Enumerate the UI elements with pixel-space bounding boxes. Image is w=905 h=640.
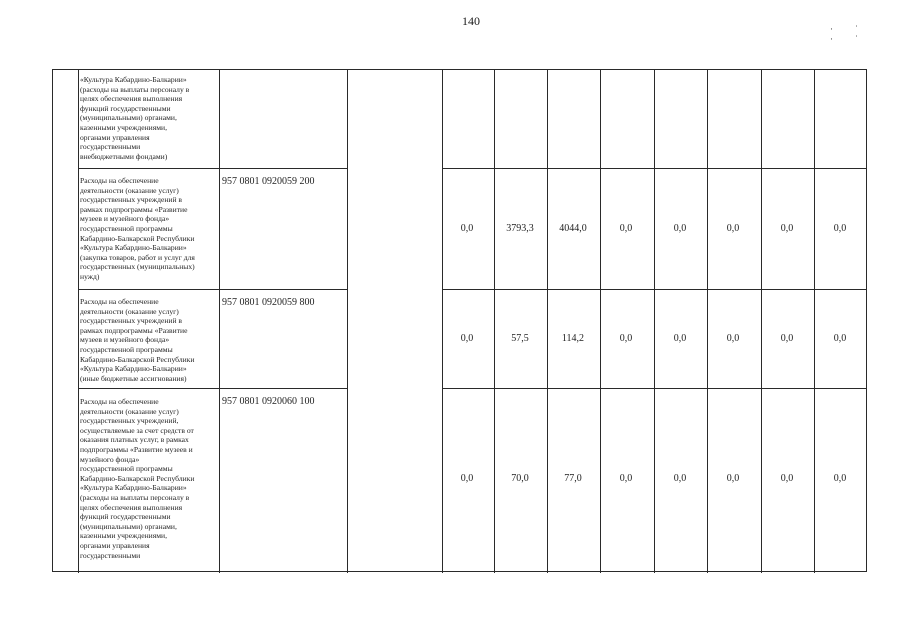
value-cell: 0,0 bbox=[726, 223, 740, 234]
col-line bbox=[600, 70, 601, 573]
row-description: Расходы на обеспечение деятельности (оказание услуг) государственных учреждений в рамках подпрограммы «Развитие музеев и музейного фонда» государственной программы Кабардино-Балкарской Республики «Культура Кабардино-Балкарии» (закупка товаров, работ и услуг для государственных (муниципальных) нужд) bbox=[80, 176, 195, 281]
col-line bbox=[814, 70, 815, 573]
value-cell: 0,0 bbox=[619, 473, 633, 484]
value-cell: 0,0 bbox=[780, 223, 794, 234]
row-line bbox=[442, 289, 867, 290]
page-number: 140 bbox=[462, 14, 480, 28]
value-cell: 0,0 bbox=[780, 333, 794, 344]
value-cell: 0,0 bbox=[460, 473, 474, 484]
col-line bbox=[78, 70, 79, 573]
value-cell: 0,0 bbox=[460, 223, 474, 234]
value-cell: 70,0 bbox=[511, 473, 529, 484]
value-cell: 0,0 bbox=[673, 333, 687, 344]
col-line bbox=[347, 70, 348, 573]
row-code: 957 0801 0920059 800 bbox=[222, 297, 315, 308]
col-line bbox=[547, 70, 548, 573]
col-line bbox=[761, 70, 762, 573]
row-code: 957 0801 0920060 100 bbox=[222, 396, 315, 407]
row-line bbox=[78, 388, 348, 389]
row-code: 957 0801 0920059 200 bbox=[222, 176, 315, 187]
value-cell: 0,0 bbox=[619, 223, 633, 234]
value-cell: 0,0 bbox=[460, 333, 474, 344]
scan-specks: ·˙ ·˙ bbox=[830, 24, 880, 44]
row-line bbox=[442, 388, 867, 389]
value-cell: 0,0 bbox=[673, 223, 687, 234]
col-line bbox=[494, 70, 495, 573]
value-cell: 0,0 bbox=[673, 473, 687, 484]
value-cell: 0,0 bbox=[833, 333, 847, 344]
value-cell: 0,0 bbox=[780, 473, 794, 484]
row-line bbox=[78, 289, 348, 290]
row-line bbox=[78, 168, 348, 169]
row-line bbox=[442, 168, 867, 169]
col-line bbox=[442, 70, 443, 573]
value-cell: 4044,0 bbox=[559, 223, 587, 234]
value-cell: 0,0 bbox=[619, 333, 633, 344]
col-line bbox=[219, 70, 220, 573]
row-description: «Культура Кабардино-Балкарии» (расходы на выплаты персоналу в целях обеспечения выполнения функций государственными (муниципальными) органами, казенными учреждениями, органами управления государственными внебюджетными фондами) bbox=[80, 75, 190, 161]
col-line bbox=[707, 70, 708, 573]
value-cell: 0,0 bbox=[726, 473, 740, 484]
value-cell: 0,0 bbox=[833, 223, 847, 234]
row-description: Расходы на обеспечение деятельности (оказание услуг) государственных учреждений в рамках подпрограммы «Развитие музеев и музейного фонда» государственной программы Кабардино-Балкарской Республики «Культура Кабардино-Балкарии» (иные бюджетные ассигнования) bbox=[80, 297, 195, 383]
row-description: Расходы на обеспечение деятельности (оказание услуг) государственных учреждений, осуществляемые за счет средств от оказания платных услуг, в рамках подпрограммы «Развитие музеев и музейного фонда» государственной программы Кабардино-Балкарской Республики «Культура Кабардино-Балкарии» (расходы на выплаты персоналу в целях обеспечения выполнения функций государственными (муниципальными) органами, казенными учреждениями, органами управления государственными bbox=[80, 397, 195, 560]
value-cell: 3793,3 bbox=[506, 223, 534, 234]
col-line bbox=[654, 70, 655, 573]
value-cell: 77,0 bbox=[564, 473, 582, 484]
value-cell: 0,0 bbox=[726, 333, 740, 344]
value-cell: 114,2 bbox=[561, 333, 585, 344]
value-cell: 0,0 bbox=[833, 473, 847, 484]
value-cell: 57,5 bbox=[511, 333, 529, 344]
